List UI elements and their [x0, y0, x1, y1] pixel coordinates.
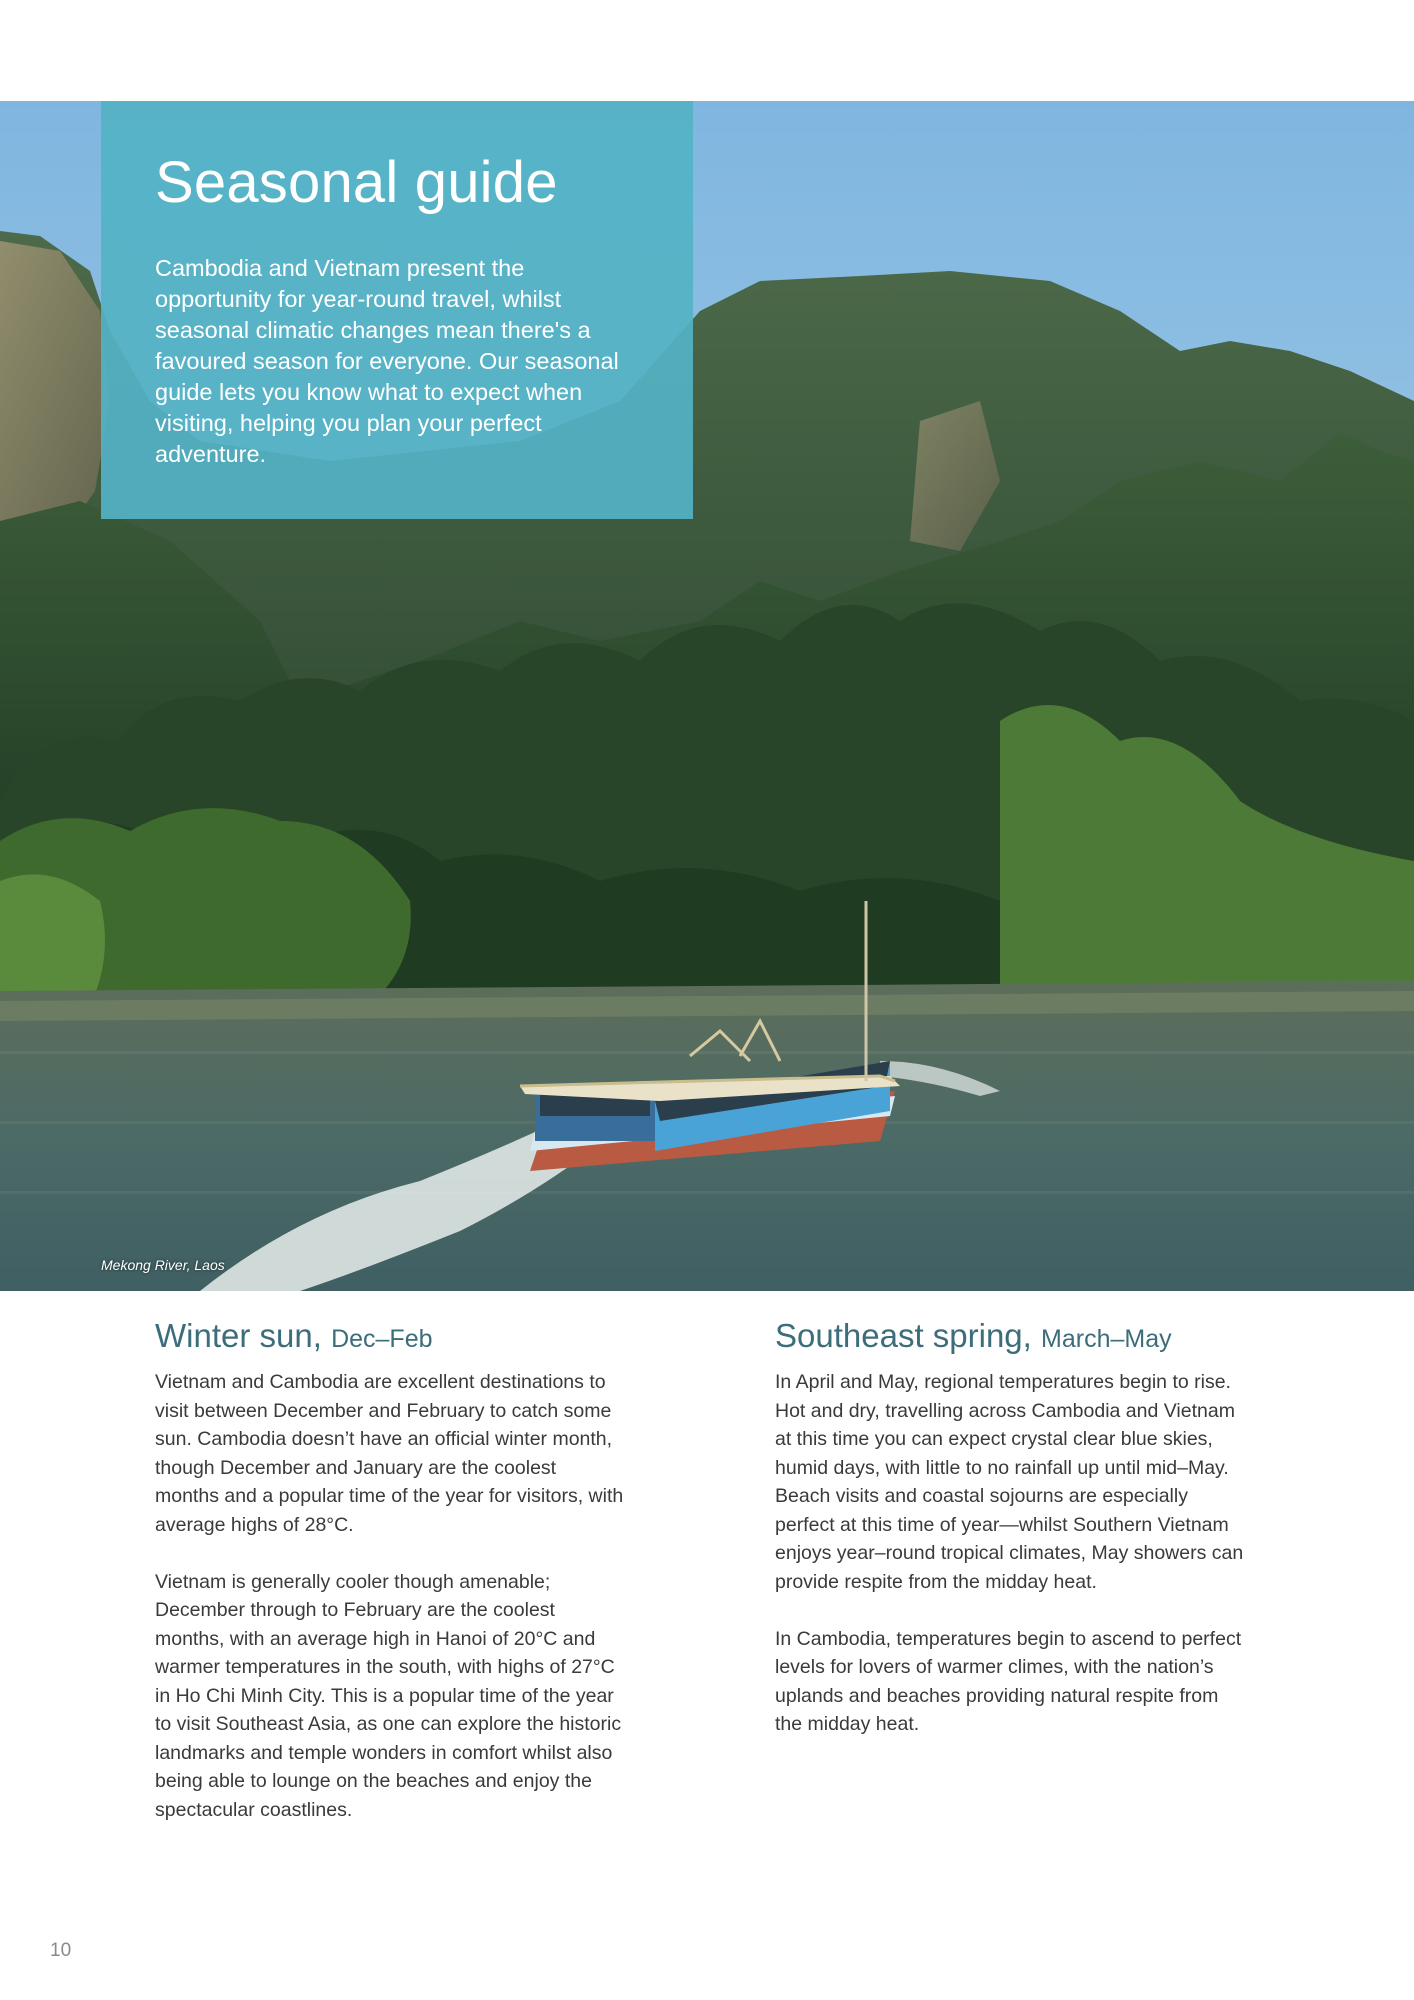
section-heading-period: March–May — [1041, 1325, 1172, 1353]
section-heading — [775, 1318, 1245, 1354]
section-paragraph: Vietnam and Cambodia are excellent destinations to visit between December and February to catch some sun. Cambodia doesn’t have an official winter month, though December and January are the coolest months and a popular time of the year for visitors, with average highs of 28°C. — [155, 1371, 624, 1536]
section-paragraph: In Cambodia, temperatures begin to ascend to perfect levels for lovers of warmer climes, with the nation’s uplands and beaches providing natural respite from the midday heat. — [775, 1627, 1242, 1736]
section-paragraph: Vietnam is generally cooler though amenable; December through to February are the coolest months, with an average high in Hanoi of 20°C and warmer temperatures in the south, with highs of 27°C in Ho Chi Minh City. This is a popular time of the year to visit Southeast Asia, as one can explore the historic landmarks and temple wonders in comfort whilst also being able to lounge on the beaches and enjoy the spectacular coastlines. — [155, 1570, 622, 1821]
section-heading-title: Winter sun, — [155, 1317, 322, 1354]
intro-text: Cambodia and Vietnam present the opportunity for year-round travel, whilst seasonal climatic changes mean there's a favoured season for everyone. Our seasonal guide lets you know what to expect when visiting, helping you plan your perfect adventure. — [155, 254, 619, 467]
section-heading-period: Dec–Feb — [331, 1325, 433, 1353]
section-paragraph: In April and May, regional temperatures begin to rise. Hot and dry, travelling across Cambodia and Vietnam at this time you can expect crystal clear blue skies, humid days, with little to no rainfall up until mid–May. Beach visits and coastal sojourns are especially perfect at this time of year—whilst Southern Vietnam enjoys year–round tropical climates, May showers can provide respite from the midday heat. — [775, 1371, 1244, 1593]
section-heading — [155, 1318, 625, 1354]
section-winter-sun — [155, 1318, 625, 1853]
page-number: 10 — [50, 1940, 72, 1961]
intro-panel — [101, 101, 693, 519]
page-title: Seasonal guide — [155, 150, 558, 215]
section-heading-title: Southeast spring, — [775, 1317, 1032, 1354]
photo-caption: Mekong River, Laos — [101, 1257, 225, 1273]
section-southeast-spring — [775, 1318, 1245, 1767]
